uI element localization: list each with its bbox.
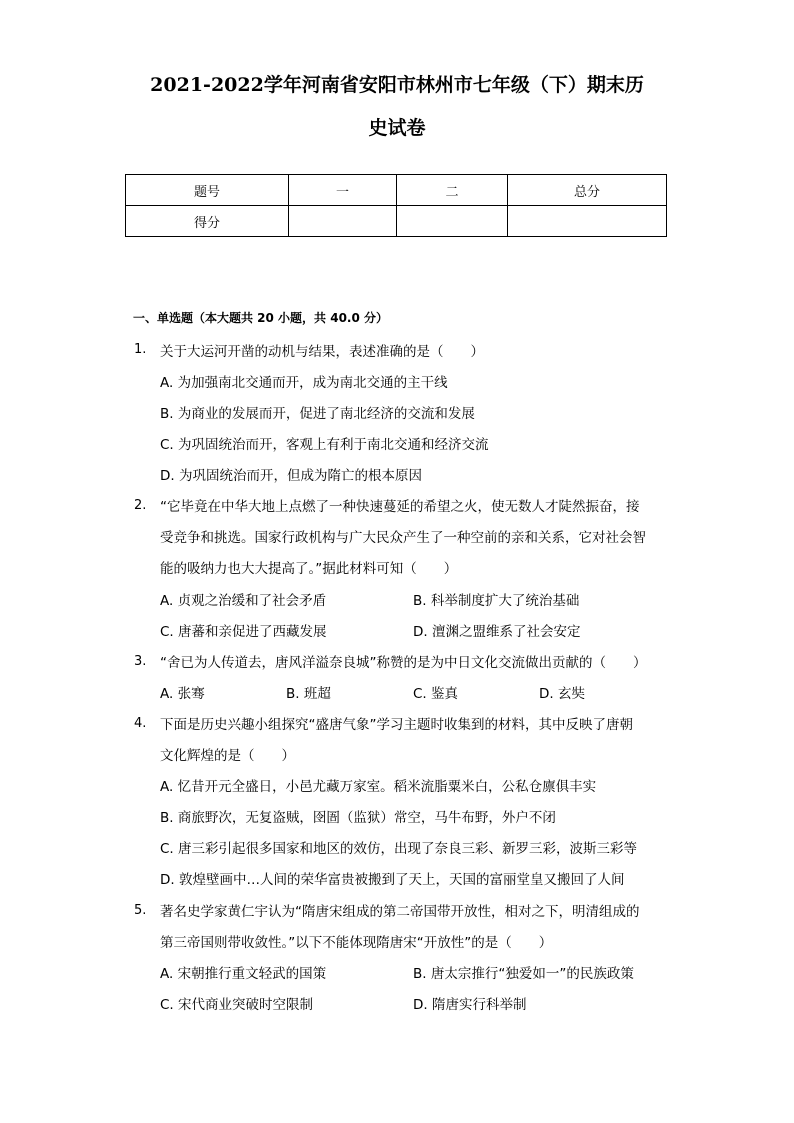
option-b: B. 科举制度扩大了统治基础 <box>413 593 580 609</box>
option-b: B. 商旅野次，无复盗贼，囹圄（监狱）常空，马牛布野，外户不闭 <box>160 810 556 826</box>
section-heading: 一、单选题（本大题共 20 小题，共 40.0 分） <box>133 311 389 325</box>
option-b: B. 班超 <box>286 686 331 702</box>
question-stem: 著名史学家黄仁宇认为“隋唐宋组成的第二帝国带开放性，相对之下，明清组成的 <box>160 904 640 920</box>
option-c: C. 鉴真 <box>413 686 459 702</box>
option-d: D. 澶渊之盟维系了社会安定 <box>413 624 581 640</box>
option-b: B. 唐太宗推行“独爱如一”的民族政策 <box>413 966 634 982</box>
score-table-header-cell: 题号 <box>126 175 289 206</box>
option-a: A. 宋朝推行重文轻武的国策 <box>160 966 327 982</box>
option-c: C. 唐蕃和亲促进了西藏发展 <box>160 624 327 640</box>
score-table-header-cell: 一 <box>289 175 397 206</box>
option-c: C. 为巩固统治而开，客观上有利于南北交通和经济交流 <box>160 437 489 453</box>
option-c: C. 宋代商业突破时空限制 <box>160 997 314 1013</box>
option-a: A. 张骞 <box>160 686 205 702</box>
score-table-header-cell: 总分 <box>508 175 667 206</box>
score-cell <box>397 206 508 237</box>
score-table-row-label: 得分 <box>126 206 289 237</box>
option-c: C. 唐三彩引起很多国家和地区的效仿，出现了奈良三彩、新罗三彩，波斯三彩等 <box>160 841 638 857</box>
question-number: 3. <box>134 654 147 669</box>
question-stem: “它毕竟在中华大地上点燃了一种快速蔓延的希望之火，使无数人才陡然振奋，接 <box>160 499 640 515</box>
question-stem: 受竞争和挑选。国家行政机构与广大民众产生了一种空前的亲和关系，它对社会智 <box>160 530 646 546</box>
question-stem: “舍已为人传道去，唐风洋溢奈良城”称赞的是为中日文化交流做出贡献的（ ） <box>160 655 647 671</box>
question-stem: 第三帝国则带收敛性。”以下不能体现隋唐宋“开放性”的是（ ） <box>160 935 553 951</box>
option-a: A. 忆昔开元全盛日，小邑尤藏万家室。稻米流脂粟米白，公私仓廪俱丰实 <box>160 779 597 795</box>
score-table <box>125 174 667 237</box>
question-number: 2. <box>134 498 147 513</box>
option-d: D. 玄奘 <box>539 686 585 702</box>
question-number: 1. <box>134 342 147 357</box>
score-table-header-row <box>126 175 667 206</box>
exam-title-line-1: 2021-2022学年河南省安阳市林州市七年级（下）期末历 <box>150 74 644 96</box>
exam-title-line-2: 史试卷 <box>368 117 426 139</box>
option-d: D. 隋唐实行科举制 <box>413 997 527 1013</box>
score-table-score-row <box>126 206 667 237</box>
option-d: D. 为巩固统治而开，但成为隋亡的根本原因 <box>160 468 422 484</box>
question-stem: 关于大运河开凿的动机与结果，表述准确的是（ ） <box>160 344 484 360</box>
question-number: 4. <box>134 716 147 731</box>
score-cell <box>289 206 397 237</box>
option-a: A. 为加强南北交通而开，成为南北交通的主干线 <box>160 375 448 391</box>
question-number: 5. <box>134 903 147 918</box>
question-stem: 文化辉煌的是（ ） <box>160 748 295 764</box>
score-table-header-cell: 二 <box>397 175 508 206</box>
option-d: D. 敦煌壁画中…人间的荣华富贵被搬到了天上，天国的富丽堂皇又搬回了人间 <box>160 872 625 888</box>
question-stem: 下面是历史兴趣小组探究“盛唐气象”学习主题时收集到的材料，其中反映了唐朝 <box>160 717 633 733</box>
score-cell <box>508 206 667 237</box>
option-b: B. 为商业的发展而开，促进了南北经济的交流和发展 <box>160 406 475 422</box>
question-stem: 能的吸纳力也大大提高了。”据此材料可知（ ） <box>160 561 458 577</box>
option-a: A. 贞观之治缓和了社会矛盾 <box>160 593 327 609</box>
